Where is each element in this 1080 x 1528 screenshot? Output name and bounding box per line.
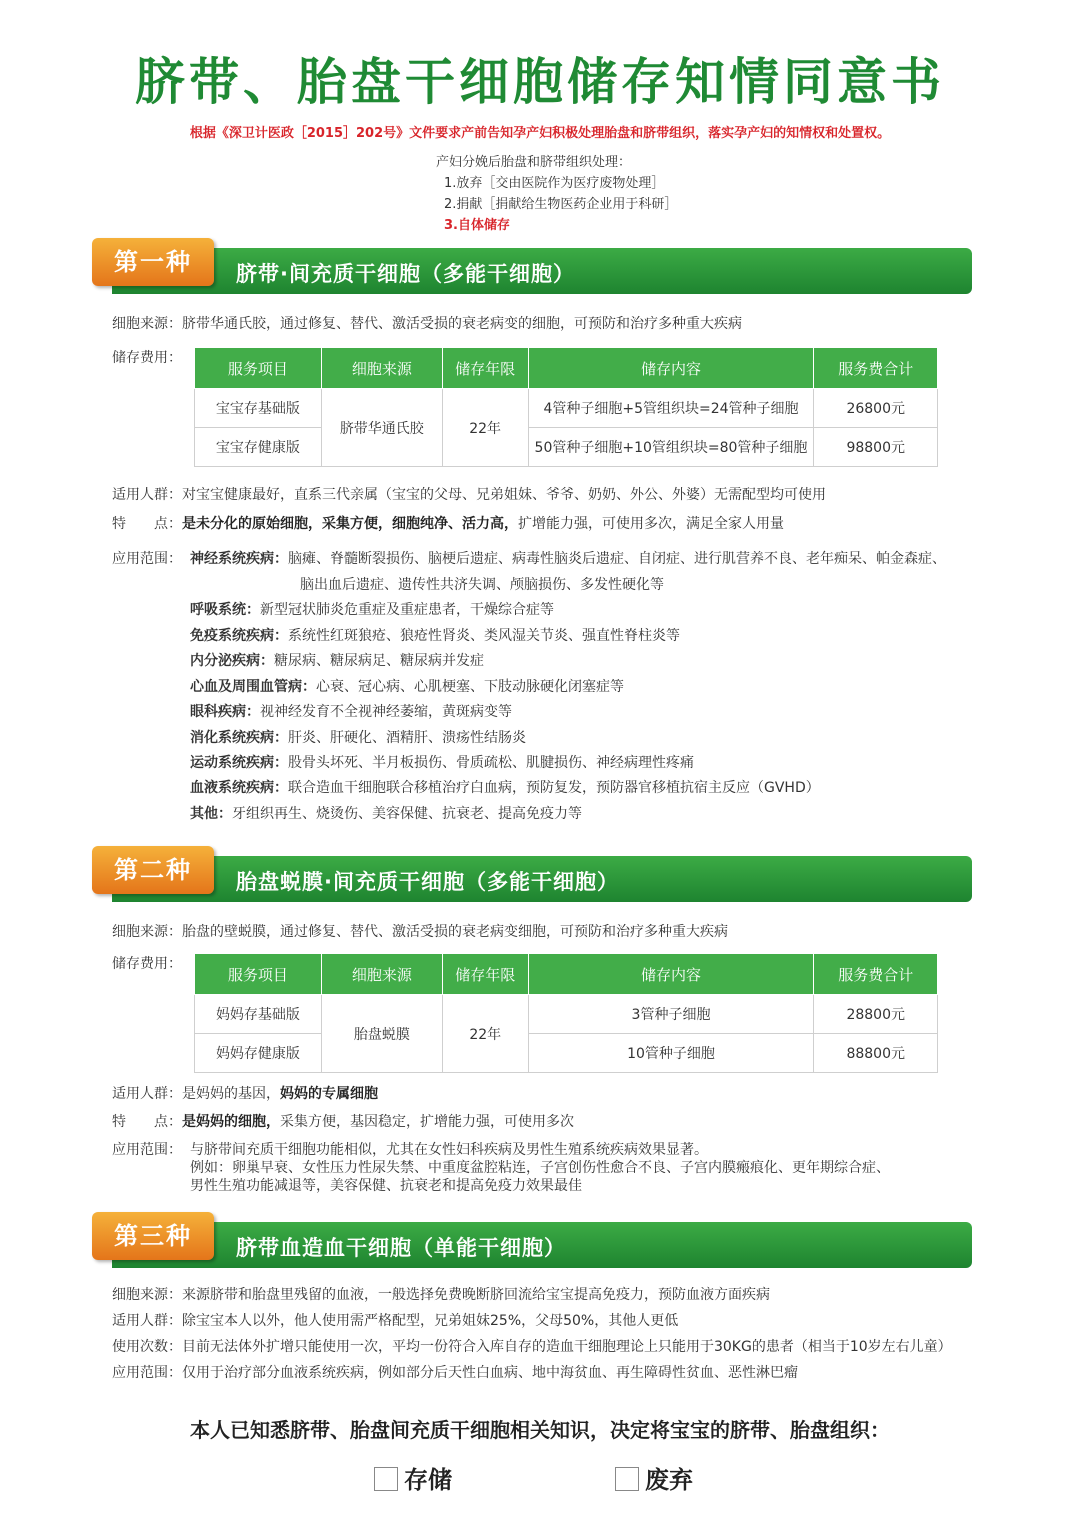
cell-price: 28800元 <box>814 995 938 1034</box>
section-3-title-bar <box>112 1222 972 1268</box>
th-source: 细胞来源 <box>321 954 442 995</box>
store-label: 存储 <box>404 1466 452 1494</box>
disposal-option-donate: 2.捐献［捐献给生物医药企业用于科研］ <box>444 197 678 212</box>
cell-item: 宝宝存健康版 <box>195 428 322 467</box>
label: 适用人群： <box>112 487 182 503</box>
section-2-title: 胎盘蜕膜·间充质干细胞（多能干细胞） <box>236 870 619 894</box>
section-2-scope-label: 应用范围： <box>112 1142 182 1158</box>
cell-content: 4管种子细胞+5管组织块=24管种子细胞 <box>528 389 814 428</box>
section-1-scope-label: 应用范围： <box>112 551 182 567</box>
decision-statement: 本人已知悉脐带、胎盘间充质干细胞相关知识，决定将宝宝的脐带、胎盘组织： <box>190 1418 890 1442</box>
th-source: 细胞来源 <box>321 348 442 389</box>
label: 细胞来源： <box>112 316 182 332</box>
section-1-title-bar <box>112 248 972 294</box>
cell-content: 50管种子细胞+10管组织块=80管种子细胞 <box>528 428 814 467</box>
table-row <box>195 428 938 467</box>
value-bold: 是未分化的原始细胞，采集方便，细胞纯净、活力高， <box>182 516 518 532</box>
list-item: 其他：牙组织再生、烧烫伤、美容保健、抗衰老、提高免疫力等 <box>190 806 582 822</box>
list-item: 男性生殖功能减退等，美容保健、抗衰老和提高免疫力效果最佳 <box>190 1178 582 1194</box>
list-item: 应用范围：仅用于治疗部分血液系统疾病，例如部分后天性白血病、地中海贫血、再生障碍性贫血、恶性淋巴瘤 <box>112 1365 798 1381</box>
discard-option[interactable] <box>615 1460 693 1495</box>
disposal-option-abandon: 1.放弃［交由医院作为医疗废物处理］ <box>444 176 665 191</box>
value: 胎盘的壁蜕膜，通过修复、替代、激活受损的衰老病变细胞，可预防和治疗多种重大疾病 <box>182 924 728 940</box>
cell-source: 脐带华通氏胶 <box>321 389 442 467</box>
store-checkbox[interactable] <box>374 1467 398 1491</box>
section-2-fee-table <box>194 953 938 1073</box>
discard-label: 废弃 <box>645 1466 693 1494</box>
cell-content: 3管种子细胞 <box>528 995 814 1034</box>
list-item: 适用人群：除宝宝本人以外，他人使用需严格配型，兄弟姐妹25%，父母50%，其他人更低 <box>112 1313 679 1329</box>
label: 特 点： <box>112 1114 182 1130</box>
section-1-title: 脐带·间充质干细胞（多能干细胞） <box>236 262 575 286</box>
value: 采集方便，基因稳定，扩增能力强，可使用多次 <box>280 1114 574 1130</box>
th-price: 服务费合计 <box>814 348 938 389</box>
disposal-option-self-store: 3.自体储存 <box>444 218 510 233</box>
list-item: 心血及周围血管病：心衰、冠心病、心肌梗塞、下肢动脉硬化闭塞症等 <box>190 679 624 695</box>
list-item: 使用次数：目前无法体外扩增只能使用一次，平均一份符合入库自存的造血干细胞理论上只能用于30KG的患者（相当于10岁左右儿童） <box>112 1339 952 1355</box>
cell-content: 10管种子细胞 <box>528 1034 814 1073</box>
list-item: 免疫系统疾病：系统性红斑狼疮、狼疮性肾炎、类风湿关节炎、强直性脊柱炎等 <box>190 628 680 644</box>
th-years: 储存年限 <box>442 348 528 389</box>
section-3-tag: 第三种 <box>92 1212 214 1260</box>
section-1-banner <box>92 238 972 286</box>
section-3-title: 脐带血造血干细胞（单能干细胞） <box>236 1236 566 1260</box>
th-content: 储存内容 <box>528 954 814 995</box>
discard-checkbox[interactable] <box>615 1467 639 1491</box>
section-1-tag: 第一种 <box>92 238 214 286</box>
section-1-feature <box>112 513 784 533</box>
list-item: 例如：卵巢早衰、女性压力性尿失禁、中重度盆腔粘连，子宫创伤性愈合不良、子宫内膜瘢痕化、更年期综合症、 <box>190 1160 890 1176</box>
cell-item: 宝宝存基础版 <box>195 389 322 428</box>
cell-years: 22年 <box>442 995 528 1073</box>
list-item: 血液系统疾病：联合造血干细胞联合移植治疗白血病，预防复发，预防器官移植抗宿主反应（GVHD） <box>190 780 820 796</box>
value: 对宝宝健康最好，直系三代亲属（宝宝的父母、兄弟姐妹、爷爷、奶奶、外公、外婆）无需配型均可使用 <box>182 487 826 503</box>
value-bold: 是妈妈的细胞， <box>182 1114 280 1130</box>
page-title: 脐带、胎盘干细胞储存知情同意书 <box>135 52 945 111</box>
value: 扩增能力强，可使用多次，满足全家人用量 <box>518 516 784 532</box>
value-bold: 妈妈的专属细胞 <box>280 1086 378 1102</box>
table-header-row <box>195 954 938 995</box>
section-2-banner <box>92 846 972 894</box>
section-1-fee-table <box>194 347 938 467</box>
cell-item: 妈妈存健康版 <box>195 1034 322 1073</box>
cell-price: 88800元 <box>814 1034 938 1073</box>
cell-price: 98800元 <box>814 428 938 467</box>
section-1-source <box>112 313 742 333</box>
section-2-feature <box>112 1111 574 1131</box>
section-2-tag: 第二种 <box>92 846 214 894</box>
section-1-crowd <box>112 484 826 504</box>
label: 细胞来源： <box>112 924 182 940</box>
list-item: 呼吸系统：新型冠状肺炎危重症及重症患者，干燥综合症等 <box>190 602 554 618</box>
section-1-fee-label: 储存费用： <box>112 350 182 366</box>
list-item: 消化系统疾病：肝炎、肝硬化、酒精肝、溃疡性结肠炎 <box>190 730 526 746</box>
regulation-basis: 根据《深卫计医政［2015］202号》文件要求产前告知孕产妇积极处理胎盘和脐带组织，落实孕产妇的知情权和处置权。 <box>189 126 891 141</box>
cell-price: 26800元 <box>814 389 938 428</box>
cell-source: 胎盘蜕膜 <box>321 995 442 1073</box>
section-2-source <box>112 921 728 941</box>
section-2-crowd <box>112 1083 378 1103</box>
list-item: 细胞来源：来源脐带和胎盘里残留的血液，一般选择免费晚断脐回流给宝宝提高免疫力，预防血液方面疾病 <box>112 1287 770 1303</box>
th-item: 服务项目 <box>195 954 322 995</box>
th-content: 储存内容 <box>528 348 814 389</box>
cell-years: 22年 <box>442 389 528 467</box>
list-item: 脑出血后遗症、遗传性共济失调、颅脑损伤、多发性硬化等 <box>300 577 664 593</box>
th-item: 服务项目 <box>195 348 322 389</box>
label: 适用人群： <box>112 1086 182 1102</box>
list-item: 运动系统疾病：股骨头坏死、半月板损伤、骨质疏松、肌腱损伤、神经病理性疼痛 <box>190 755 694 771</box>
value: 是妈妈的基因， <box>182 1086 280 1102</box>
list-item: 与脐带间充质干细胞功能相似，尤其在女性妇科疾病及男性生殖系统疾病效果显著。 <box>190 1142 708 1158</box>
table-row <box>195 995 938 1034</box>
section-3-banner <box>92 1212 972 1260</box>
list-item: 神经系统疾病：脑瘫、脊髓断裂损伤、脑梗后遗症、病毒性脑炎后遗症、自闭症、进行肌营养不良、老年痴呆、帕金森症、 <box>190 551 946 567</box>
disposal-heading: 产妇分娩后胎盘和脐带组织处理： <box>436 155 632 170</box>
disposal-options <box>436 152 677 236</box>
store-option[interactable] <box>374 1460 452 1495</box>
table-row <box>195 389 938 428</box>
section-2-fee-label: 储存费用： <box>112 956 182 972</box>
value: 脐带华通氏胶，通过修复、替代、激活受损的衰老病变的细胞，可预防和治疗多种重大疾病 <box>182 316 742 332</box>
label: 特 点： <box>112 516 182 532</box>
table-header-row <box>195 348 938 389</box>
th-years: 储存年限 <box>442 954 528 995</box>
list-item: 内分泌疾病：糖尿病、糖尿病足、糖尿病并发症 <box>190 653 484 669</box>
th-price: 服务费合计 <box>814 954 938 995</box>
list-item: 眼科疾病：视神经发育不全视神经萎缩，黄斑病变等 <box>190 704 512 720</box>
table-row <box>195 1034 938 1073</box>
section-2-title-bar <box>112 856 972 902</box>
cell-item: 妈妈存基础版 <box>195 995 322 1034</box>
